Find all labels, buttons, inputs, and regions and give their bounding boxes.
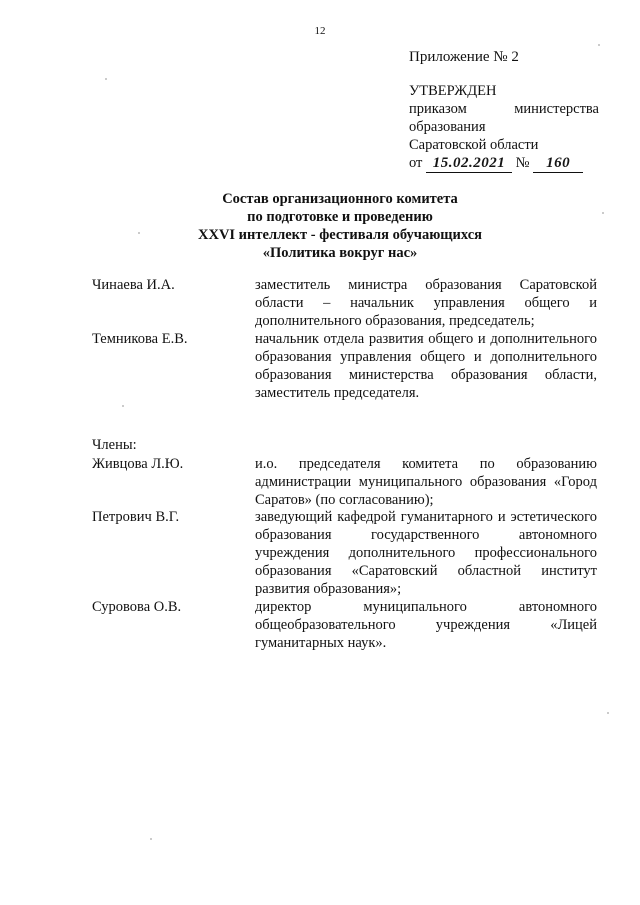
title-line-3: XXVI интеллект - фестиваля обучающихся [198, 227, 482, 243]
approval-date-line [409, 154, 599, 173]
member-name: Суровова О.В. [92, 599, 182, 615]
scan-speck [138, 232, 140, 234]
handwritten-date: 15.02.2021 [426, 154, 512, 173]
members-label: Члены: [92, 437, 137, 453]
member-name: Темникова Е.В. [92, 331, 188, 347]
date-prefix: от [409, 155, 423, 171]
title-line-4: «Политика вокруг нас» [262, 245, 418, 261]
scan-speck [105, 78, 107, 80]
member-name: Живцова Л.Ю. [92, 456, 184, 472]
approval-order-line [409, 100, 599, 118]
scan-speck [602, 212, 604, 214]
member-role: заместитель министра образования Саратовской области – начальник управления общего и дополнительного образования, председатель; [255, 277, 597, 329]
approval-block [409, 82, 599, 173]
page-number: 12 [314, 25, 326, 37]
document-title [90, 190, 590, 262]
title-line-2: по подготовке и проведению [247, 209, 433, 225]
number-sign: № [515, 155, 530, 171]
approval-ministry-word: министерства [514, 101, 599, 117]
handwritten-order-number: 160 [533, 154, 583, 173]
approval-region-line: Саратовской области [409, 137, 539, 153]
scan-speck [607, 712, 609, 714]
member-role: начальник отдела развития общего и дополнительного образования управления общего и дополнительного образования министерства образования области, заместитель председателя. [255, 331, 597, 401]
approval-education-line: образования [409, 119, 486, 135]
appendix-label: Приложение № 2 [409, 49, 519, 65]
member-role: и.о. председателя комитета по образованию администрации муниципального образования «Город Саратов» (по согласованию); [255, 456, 597, 508]
member-name: Петрович В.Г. [92, 509, 180, 525]
approval-order-word: приказом [409, 101, 467, 117]
title-line-1: Состав организационного комитета [222, 191, 458, 207]
member-role: директор муниципального автономного общеобразовательного учреждения «Лицей гуманитарных наук». [255, 599, 597, 651]
approval-heading: УТВЕРЖДЕН [409, 83, 497, 99]
scan-speck [122, 405, 124, 407]
member-role: заведующий кафедрой гуманитарного и эстетического образования государственного автономного учреждения дополнительного профессионального образования «Саратовский областной институт развития образования»; [255, 509, 597, 597]
member-name: Чинаева И.А. [92, 277, 175, 293]
scan-speck [150, 838, 152, 840]
scan-speck [598, 44, 600, 46]
